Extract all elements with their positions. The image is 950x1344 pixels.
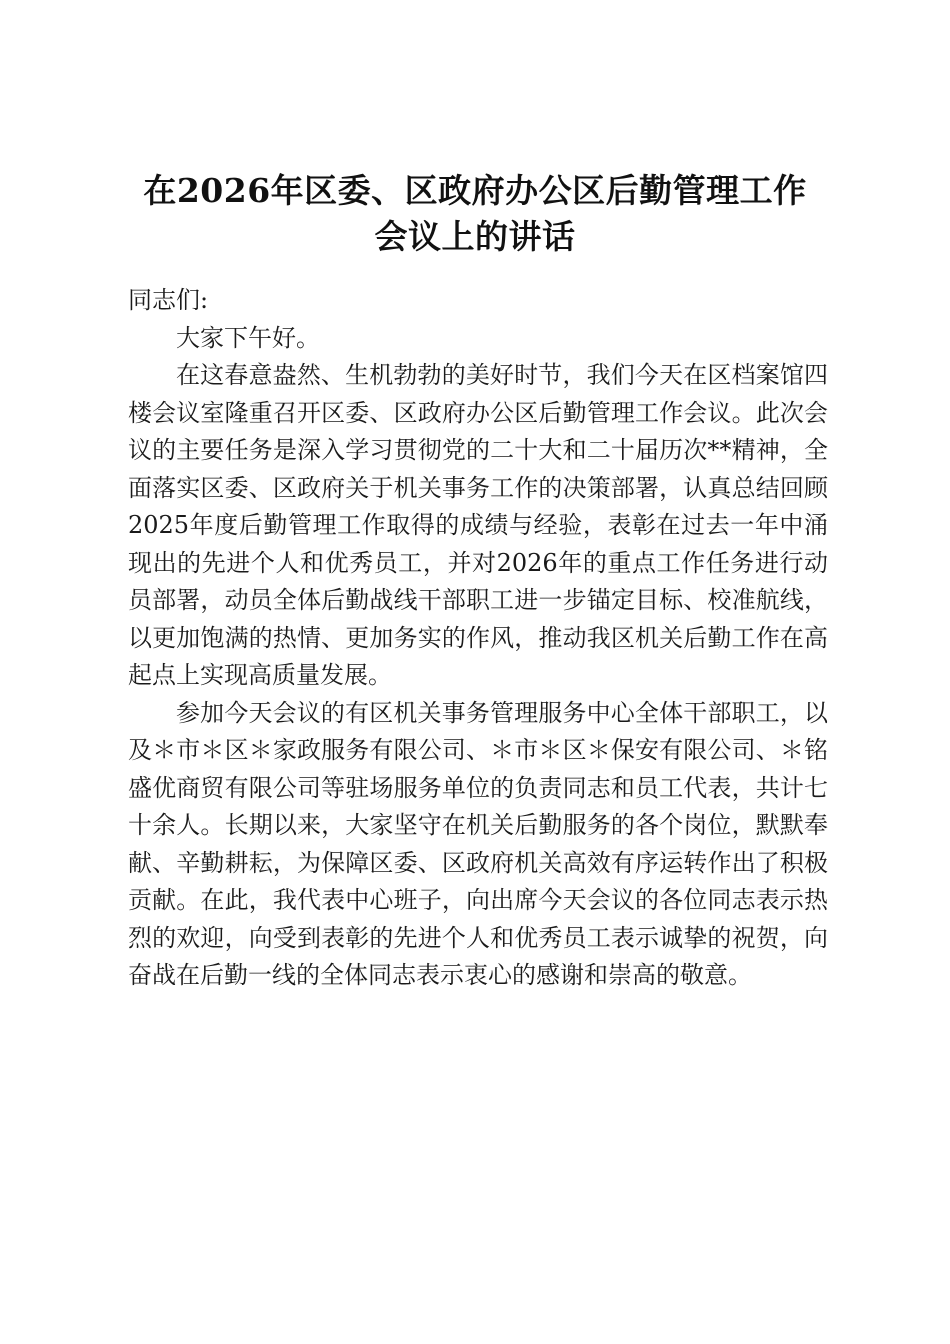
salutation: 同志们: (128, 286, 209, 314)
title-line-1: 在2026年区委、区政府办公区后勤管理工作 (143, 171, 807, 210)
title-line-2: 会议上的讲话 (374, 217, 576, 256)
greeting: 大家下午好。 (176, 323, 320, 352)
document-title (120, 168, 830, 260)
paragraph-2: 参加今天会议的有区机关事务管理服务中心全体干部职工，以及＊市＊区＊家政服务有限公司、＊市＊区＊保安有限公司、＊铭盛优商贸有限公司等驻场服务单位的负责同志和员工代表，共计七十余人。长期以来，大家坚守在机关后勤服务的各个岗位，默默奉献、辛勤耕耘，为保障区委、区政府机关高效有序运转作出了积极贡献。在此，我代表中心班子，向出席今天会议的各位同志表示热烈的欢迎，向受到表彰的先进个人和优秀员工表示诚挚的祝贺，向奋战在后勤一线的全体同志表示衷心的感谢和崇高的敬意。 (128, 698, 828, 989)
paragraph-1: 在这春意盎然、生机勃勃的美好时节，我们今天在区档案馆四楼会议室隆重召开区委、区政府办公区后勤管理工作会议。此次会议的主要任务是深入学习贯彻党的二十大和二十届历次**精神，全面落实区委、区政府关于机关事务工作的决策部署，认真总结回顾2025年度后勤管理工作取得的成绩与经验，表彰在过去一年中涌现出的先进个人和优秀员工，并对2026年的重点工作任务进行动员部署，动员全体后勤战线干部职工进一步锚定目标、校准航线，以更加饱满的热情、更加务实的作风，推动我区机关后勤工作在高起点上实现高质量发展。 (128, 361, 828, 689)
document-body (128, 282, 828, 995)
